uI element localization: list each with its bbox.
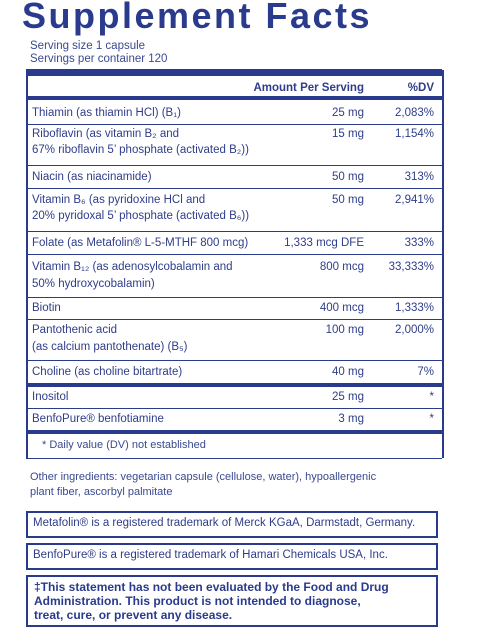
serving-size: Serving size 1 capsule: [30, 40, 146, 52]
header-amount: Amount Per Serving: [253, 82, 364, 94]
trademark-box-metafolin: Metafolin® is a registered trademark of Merck KGaA, Darmstadt, Germany.: [26, 511, 438, 538]
trademark-box-benfopure: BenfoPure® is a registered trademark of Hamari Chemicals USA, Inc.: [26, 543, 438, 570]
table-bottom-rule: [26, 458, 442, 459]
top-rule: [26, 69, 442, 76]
fda-disclaimer-box: [26, 575, 438, 627]
header-dv: %DV: [407, 82, 434, 94]
servings-per-container: Servings per container 120: [30, 53, 168, 65]
header-rule: [26, 96, 442, 100]
other-ingredients: Other ingredients: vegetarian capsule (cellulose, water), hypoallergenic plant fiber, ascorbyl palmitate: [30, 471, 377, 498]
panel-title: Supplement Facts: [22, 0, 373, 36]
fda-disclaimer: ‡This statement has not been evaluated by the Food and Drug Administration. This product is not intended to diagnose, treat, cure, or prevent any disease.: [34, 580, 389, 622]
